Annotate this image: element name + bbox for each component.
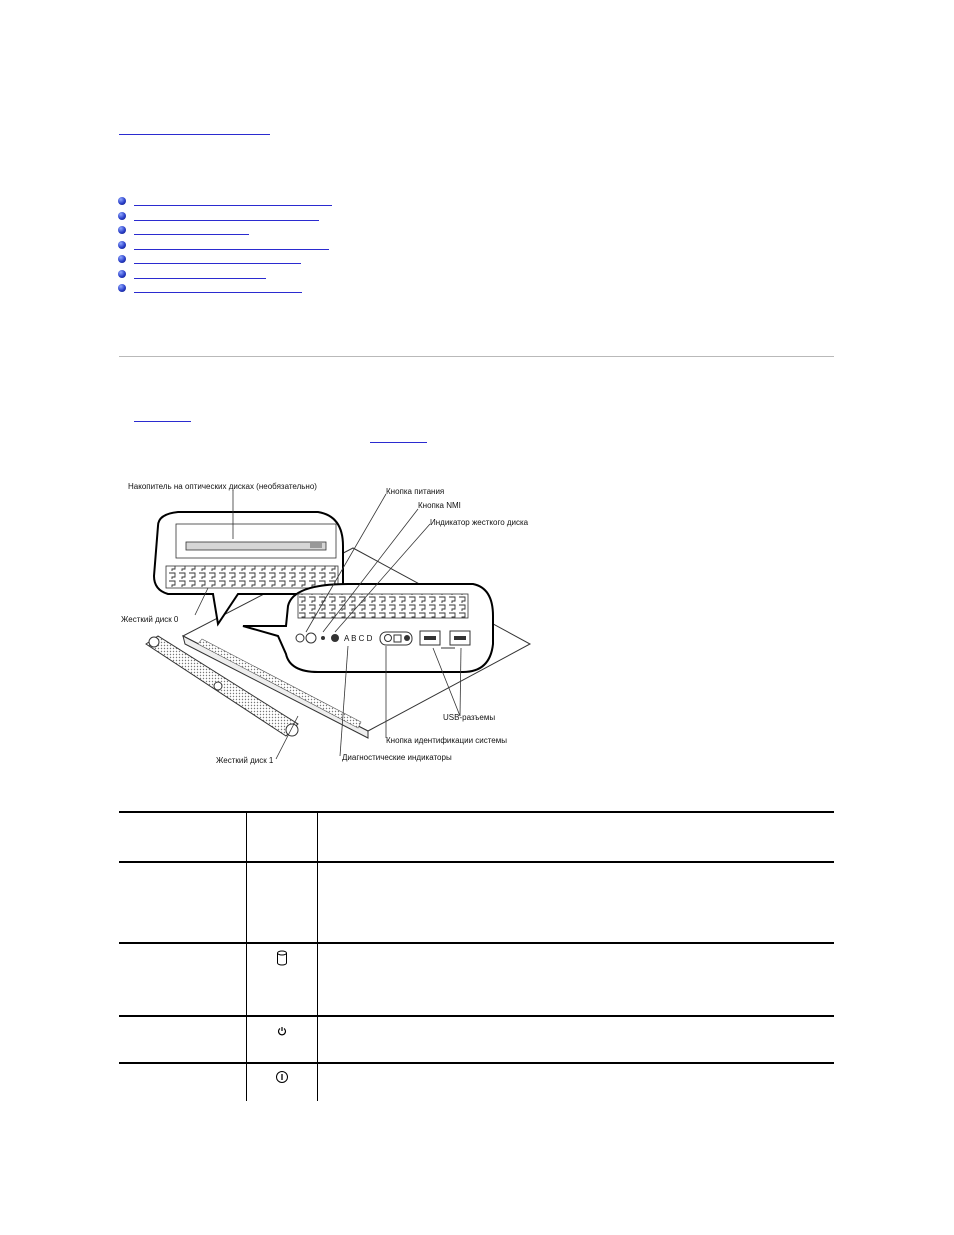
figure-link[interactable] <box>134 413 191 422</box>
bullet-icon <box>118 241 126 249</box>
toc-item[interactable] <box>118 281 332 296</box>
label-hdd-indicator: Индикатор жесткого диска <box>430 518 529 527</box>
label-hard-drive-1: Жесткий диск 1 <box>216 756 274 765</box>
toc-item[interactable] <box>118 267 332 282</box>
horizontal-rule <box>119 356 834 357</box>
table-link[interactable] <box>370 434 427 443</box>
diag-letters: A B C D <box>344 634 373 643</box>
table-row <box>119 943 834 1016</box>
bullet-icon <box>118 226 126 234</box>
label-usb-ports: USB-разъемы <box>443 713 496 722</box>
system-id-icon <box>275 1070 289 1089</box>
front-panel-figure <box>118 476 538 776</box>
hard-drive-icon <box>276 950 288 971</box>
bullet-icon <box>118 255 126 263</box>
label-diagnostic-indicators: Диагностические индикаторы <box>342 753 452 762</box>
table-row <box>119 862 834 943</box>
table-row <box>119 812 834 862</box>
label-hard-drive-0: Жесткий диск 0 <box>121 615 179 624</box>
toc-item[interactable] <box>118 209 332 224</box>
toc-item[interactable] <box>118 194 332 209</box>
table-row <box>119 1063 834 1101</box>
label-power-button: Кнопка питания <box>386 487 445 496</box>
power-icon <box>277 1023 287 1041</box>
label-system-id-button: Кнопка идентификации системы <box>386 736 508 745</box>
toc-item[interactable] <box>118 238 332 253</box>
label-nmi-button: Кнопка NMI <box>418 501 461 510</box>
label-optical-drive: Накопитель на оптических дисках (необязательно) <box>128 482 317 491</box>
table-of-contents <box>118 194 332 296</box>
bullet-icon <box>118 270 126 278</box>
bullet-icon <box>118 197 126 205</box>
indicator-table <box>119 811 834 1101</box>
table-row <box>119 1016 834 1063</box>
bullet-icon <box>118 284 126 292</box>
top-link[interactable] <box>119 124 270 135</box>
toc-item[interactable] <box>118 252 332 267</box>
toc-item[interactable] <box>118 223 332 238</box>
bullet-icon <box>118 212 126 220</box>
